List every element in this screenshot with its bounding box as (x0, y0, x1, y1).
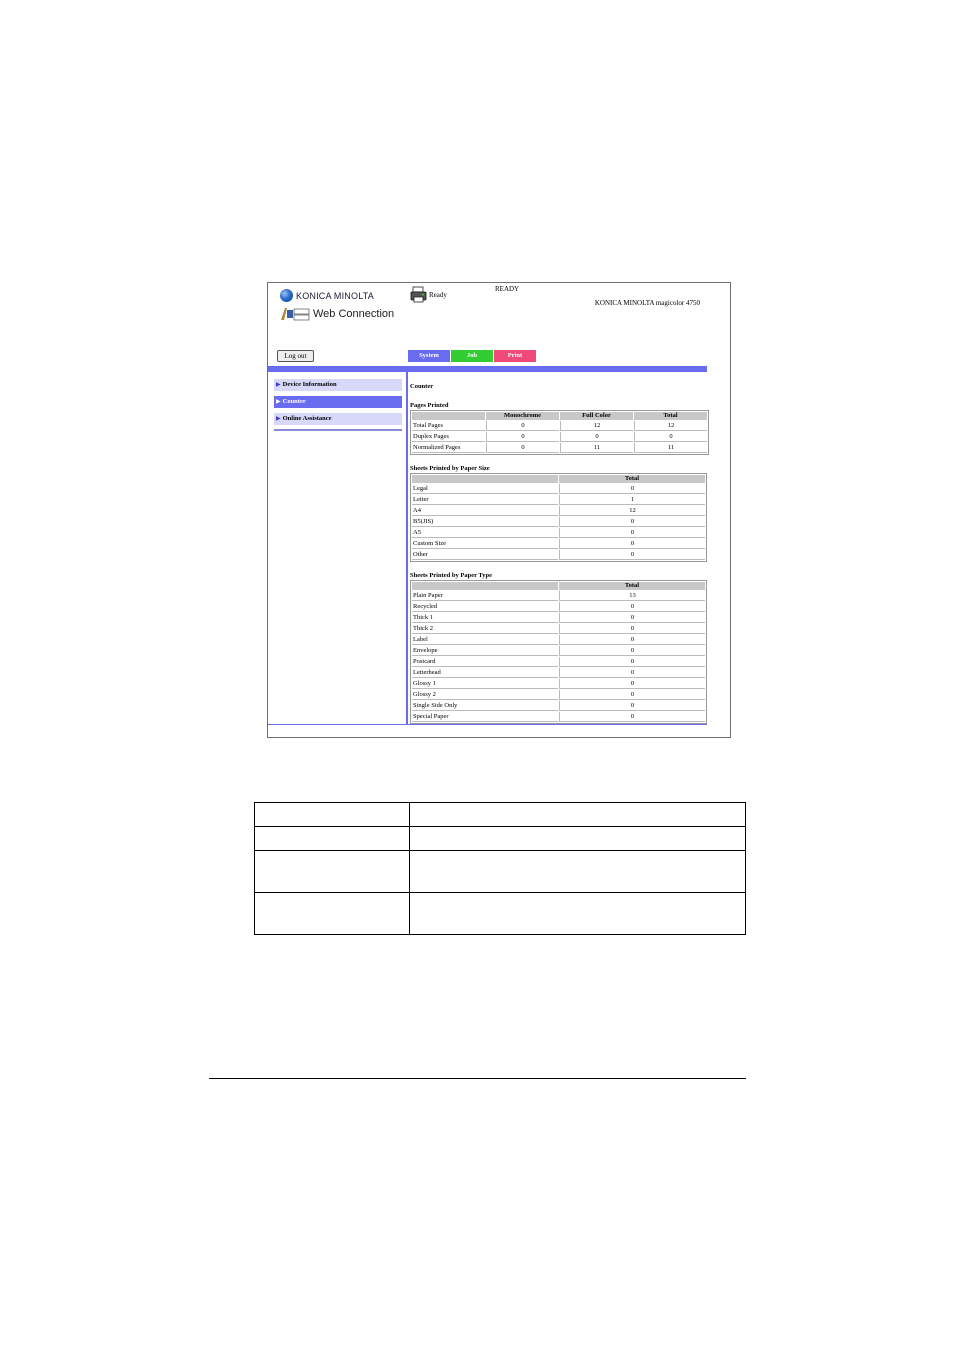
paper-size-table (410, 473, 707, 562)
row-label: Label (412, 635, 558, 645)
sidebar-item-label: Counter (282, 398, 306, 405)
bottom-divider (268, 724, 707, 725)
cell-value: 0 (559, 635, 705, 645)
cell-value: 13 (559, 591, 705, 601)
table-row (412, 528, 705, 538)
counter-content (410, 383, 706, 724)
cell-value: 0 (486, 421, 559, 431)
row-label: Custom Size (412, 539, 558, 549)
column-header: Full Color (560, 412, 633, 420)
browser-screenshot-frame (267, 282, 731, 738)
table-cell (409, 851, 745, 893)
cell-value: 0 (486, 432, 559, 442)
column-header: Total (559, 475, 705, 483)
table-row (412, 517, 705, 527)
column-header (412, 475, 558, 483)
row-label: Total Pages (412, 421, 485, 431)
table-row (255, 827, 746, 851)
cell-value: 0 (560, 432, 633, 442)
description-table (254, 802, 746, 935)
column-header (412, 582, 558, 590)
table-row (412, 613, 705, 623)
printer-status (410, 286, 447, 303)
product-name: Web Connection (313, 308, 395, 320)
row-label: Single Side Only (412, 701, 558, 711)
table-cell (255, 893, 410, 935)
table-row (412, 539, 705, 549)
arrow-right-icon: ▶ (276, 399, 281, 405)
table-row (255, 893, 746, 935)
table-row (412, 432, 707, 442)
pages-printed-table (410, 410, 709, 455)
brand-name: KONICA MINOLTA (296, 290, 374, 301)
cell-value: 0 (559, 550, 705, 560)
row-label: Plain Paper (412, 591, 558, 601)
table-row (412, 712, 705, 722)
table-row (412, 443, 707, 453)
table-row (412, 679, 705, 689)
cell-value: 0 (559, 712, 705, 722)
row-label: A5 (412, 528, 558, 538)
cell-value: 12 (560, 421, 633, 431)
row-label: Glossy 1 (412, 679, 558, 689)
sidebar-item-online-assistance[interactable] (274, 413, 402, 425)
table-row (412, 646, 705, 656)
cell-value: 0 (559, 624, 705, 634)
cell-value: 0 (634, 432, 707, 442)
sidebar (274, 379, 402, 431)
model-name: KONICA MINOLTA magicolor 4750 (594, 299, 700, 307)
cell-value: 12 (559, 506, 705, 516)
row-label: Other (412, 550, 558, 560)
table-cell (255, 827, 410, 851)
cell-value: 0 (559, 679, 705, 689)
konica-minolta-logo (280, 289, 374, 302)
column-header: Total (634, 412, 707, 420)
table-cell (255, 851, 410, 893)
ready-indicator: READY (495, 285, 520, 293)
table-row (412, 421, 707, 431)
table-row (255, 851, 746, 893)
pages-printed-heading: Pages Printed (410, 402, 449, 409)
table-row (412, 657, 705, 667)
status-text: Ready (429, 290, 447, 299)
table-cell (255, 803, 410, 827)
row-label: Special Paper (412, 712, 558, 722)
paper-type-table (410, 580, 707, 724)
pagescope-icon (280, 307, 310, 321)
cell-value: 0 (559, 517, 705, 527)
table-row (412, 506, 705, 516)
cell-value: 0 (559, 539, 705, 549)
cell-value: 0 (559, 668, 705, 678)
table-row (255, 803, 746, 827)
row-label: Letterhead (412, 668, 558, 678)
table-row (412, 591, 705, 601)
cell-value: 11 (634, 443, 707, 453)
arrow-right-icon: ▶ (276, 382, 281, 388)
content-left-border (406, 372, 408, 724)
sidebar-item-label: Online Assistance (282, 415, 332, 422)
table-cell (409, 827, 745, 851)
globe-icon (280, 289, 293, 302)
sidebar-item-counter[interactable] (274, 396, 402, 408)
logout-button[interactable]: Log out (277, 350, 314, 362)
row-label: B5(JIS) (412, 517, 558, 527)
top-divider-bar (268, 366, 707, 372)
sidebar-item-label: Device Information (282, 381, 337, 388)
paper-type-heading: Sheets Printed by Paper Type (410, 572, 492, 579)
row-label: Glossy 2 (412, 690, 558, 700)
row-label: Duplex Pages (412, 432, 485, 442)
cell-value: 0 (559, 528, 705, 538)
column-header: Total (559, 582, 705, 590)
cell-value: 0 (559, 613, 705, 623)
table-row (412, 495, 705, 505)
sidebar-item-device-information[interactable] (274, 379, 402, 391)
table-row (412, 624, 705, 634)
table-row (412, 701, 705, 711)
row-label: Recycled (412, 602, 558, 612)
cell-value: 0 (559, 701, 705, 711)
cell-value: 11 (560, 443, 633, 453)
page-title: Counter (410, 383, 434, 390)
table-row (412, 484, 705, 494)
paper-size-heading: Sheets Printed by Paper Size (410, 465, 490, 472)
table-row (412, 668, 705, 678)
table-row (412, 602, 705, 612)
web-connection-logo (280, 307, 394, 321)
tab-job[interactable]: Job (451, 350, 493, 362)
cell-value: 1 (559, 495, 705, 505)
column-header (412, 412, 485, 420)
row-label: Postcard (412, 657, 558, 667)
row-label: Normalized Pages (412, 443, 485, 453)
table-row (412, 690, 705, 700)
table-row (412, 550, 705, 560)
column-header: Monochrome (486, 412, 559, 420)
row-label: Legal (412, 484, 558, 494)
cell-value: 12 (634, 421, 707, 431)
cell-value: 0 (559, 657, 705, 667)
sidebar-divider (274, 429, 402, 431)
cell-value: 0 (559, 646, 705, 656)
row-label: Thick 1 (412, 613, 558, 623)
cell-value: 0 (559, 690, 705, 700)
row-label: Envelope (412, 646, 558, 656)
table-cell (409, 893, 745, 935)
arrow-right-icon: ▶ (276, 416, 281, 422)
table-row (412, 635, 705, 645)
table-cell (409, 803, 745, 827)
row-label: Letter (412, 495, 558, 505)
cell-value: 0 (559, 602, 705, 612)
printer-icon (410, 286, 427, 303)
row-label: Thick 2 (412, 624, 558, 634)
tab-print[interactable]: Print (494, 350, 536, 362)
row-label: A4 (412, 506, 558, 516)
tab-system[interactable]: System (408, 350, 450, 362)
footer-rule (209, 1078, 746, 1079)
cell-value: 0 (486, 443, 559, 453)
cell-value: 0 (559, 484, 705, 494)
